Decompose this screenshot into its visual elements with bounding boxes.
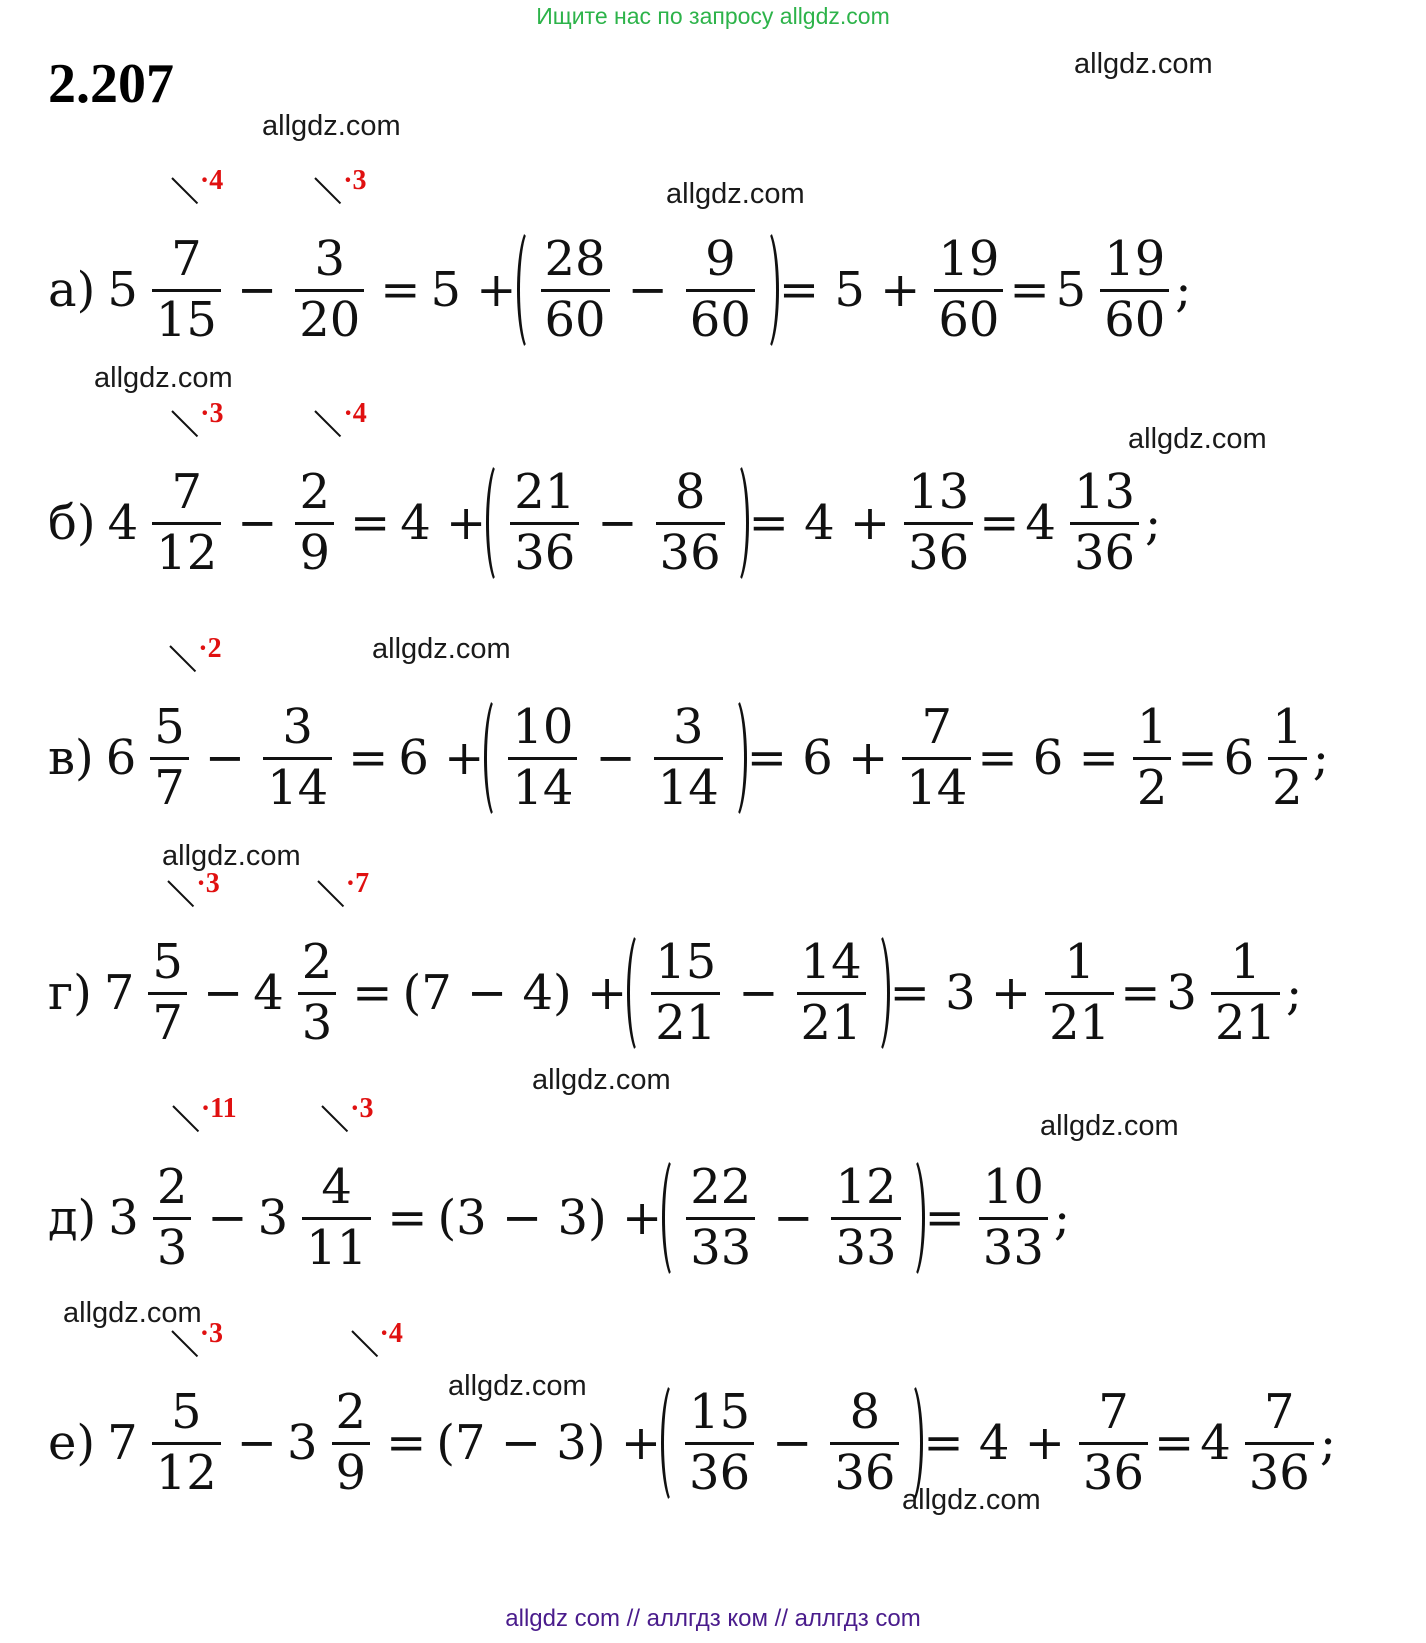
denominator: 2 <box>1272 759 1303 816</box>
expression-part: = 6 = <box>977 730 1119 786</box>
item-label: г) <box>48 965 92 1021</box>
numerator: 5 <box>170 1383 202 1440</box>
numerator: 5 <box>152 933 183 990</box>
fraction <box>686 1158 755 1276</box>
search-banner[interactable]: Ищите нас по запросу allgdz.com <box>536 3 890 29</box>
denominator: 36 <box>908 524 970 581</box>
denominator: 21 <box>1214 994 1277 1051</box>
fraction <box>1079 1383 1148 1501</box>
fraction <box>654 698 723 816</box>
operator: − <box>627 262 668 318</box>
denominator: 33 <box>690 1219 752 1276</box>
fraction <box>797 933 866 1051</box>
item-label: в) <box>48 730 94 786</box>
extra-multiplier <box>350 1317 410 1374</box>
expression-part: = <box>1009 262 1050 318</box>
denominator: 36 <box>1248 1444 1310 1501</box>
final-answer <box>1245 1383 1314 1501</box>
watermark: allgdz.com <box>162 840 301 872</box>
mixed-fraction <box>148 867 220 1051</box>
solution-row <box>48 397 1167 588</box>
fraction <box>508 698 577 816</box>
mixed-fraction <box>150 632 222 816</box>
numerator: 10 <box>512 698 574 755</box>
numerator: 7 <box>171 230 202 287</box>
multiplier-label: ·4 <box>199 164 224 196</box>
equals: = <box>350 495 391 551</box>
denominator: 3 <box>156 1219 188 1276</box>
denominator: 36 <box>659 524 721 581</box>
slash-mark <box>172 1105 199 1132</box>
numerator: 2 <box>156 1158 188 1215</box>
parenthesized-difference <box>668 1158 918 1276</box>
denominator: 33 <box>982 1219 1044 1276</box>
fraction <box>510 463 579 581</box>
expression-part: 6 + <box>398 730 485 786</box>
item-label: д) <box>48 1190 97 1246</box>
denominator: 14 <box>267 759 329 816</box>
final-answer <box>1100 230 1169 348</box>
multiplier-label: ·4 <box>343 397 367 429</box>
slash-mark <box>171 177 198 204</box>
denominator: 14 <box>906 759 968 816</box>
expression-part: = <box>1154 1415 1195 1471</box>
solution-row <box>48 1092 1076 1283</box>
numerator: 21 <box>514 463 576 520</box>
denominator: 12 <box>155 1444 217 1501</box>
expression-part: = <box>979 495 1020 551</box>
terminator: ; <box>1319 1415 1337 1471</box>
denominator: 33 <box>835 1219 897 1276</box>
fraction <box>295 397 367 581</box>
multiplier-label: ·3 <box>196 867 220 899</box>
numerator: 2 <box>335 1383 367 1440</box>
watermark: allgdz.com <box>1074 48 1213 80</box>
final-answer <box>1211 933 1280 1051</box>
expression-part: = 4 + <box>923 1415 1065 1471</box>
numerator: 12 <box>835 1158 897 1215</box>
operator: − <box>738 965 779 1021</box>
final-answer <box>1070 463 1139 581</box>
expression-part: = 6 + <box>746 730 889 786</box>
extra-multiplier <box>168 632 228 689</box>
watermark: allgdz.com <box>666 178 805 210</box>
multiplier-label: ·2 <box>198 632 222 664</box>
whole-part: 3 <box>1166 965 1197 1021</box>
parenthesized-difference <box>523 230 773 348</box>
watermark: allgdz.com <box>372 633 511 665</box>
fraction <box>298 867 370 1051</box>
fraction <box>302 1092 374 1276</box>
operator: − <box>236 1415 277 1471</box>
numerator: 8 <box>674 463 706 520</box>
item-label: б) <box>48 495 96 551</box>
multiplier-label: ·11 <box>200 1092 237 1124</box>
parenthesized-difference <box>633 933 883 1051</box>
exercise-number: 2.207 <box>48 53 174 115</box>
denominator: 12 <box>156 524 218 581</box>
extra-multiplier <box>170 397 230 454</box>
whole-part: 4 <box>1025 495 1056 551</box>
denominator: 2 <box>1136 759 1168 816</box>
denominator: 21 <box>655 994 717 1051</box>
slash-mark <box>317 880 344 907</box>
slash-mark <box>171 1330 198 1357</box>
extra-multiplier <box>166 867 226 924</box>
fraction <box>332 1317 403 1501</box>
denominator: 36 <box>834 1444 896 1501</box>
denominator: 36 <box>514 524 576 581</box>
extra-multiplier <box>170 164 230 221</box>
numerator: 1 <box>1136 698 1168 755</box>
whole-part: 4 <box>1200 1415 1231 1471</box>
numerator: 9 <box>705 230 736 287</box>
watermark: allgdz.com <box>532 1064 671 1096</box>
denominator: 9 <box>335 1444 367 1501</box>
equals: = <box>386 1415 427 1471</box>
parenthesized-difference <box>492 463 742 581</box>
numerator: 8 <box>849 1383 881 1440</box>
fraction <box>831 1158 900 1276</box>
whole-part: 3 <box>108 1190 139 1246</box>
numerator: 13 <box>908 463 970 520</box>
multiplier-label: ·3 <box>350 1092 374 1124</box>
numerator: 28 <box>544 230 606 287</box>
numerator: 7 <box>1264 1383 1295 1440</box>
denominator: 21 <box>1049 994 1111 1051</box>
denominator: 11 <box>306 1219 368 1276</box>
terminator: ; <box>1053 1190 1071 1246</box>
operator: − <box>207 1190 248 1246</box>
multiplier-label: ·3 <box>200 397 224 429</box>
numerator: 1 <box>1230 933 1261 990</box>
denominator: 14 <box>657 759 719 816</box>
equals: = <box>352 965 393 1021</box>
slash-mark <box>171 410 198 437</box>
numerator: 2 <box>299 463 331 520</box>
watermark: allgdz.com <box>902 1484 1041 1516</box>
expression-part: = <box>1120 965 1161 1021</box>
numerator: 13 <box>1073 463 1136 520</box>
numerator: 15 <box>655 933 717 990</box>
solution-row <box>48 867 1308 1058</box>
fraction <box>830 1383 899 1501</box>
multiplier-label: ·3 <box>343 164 367 196</box>
whole-part: 6 <box>1223 730 1255 786</box>
equals: = <box>387 1190 428 1246</box>
operator: − <box>772 1415 813 1471</box>
operator: − <box>773 1190 814 1246</box>
parenthesized-difference <box>667 1383 917 1501</box>
numerator: 5 <box>154 698 185 755</box>
terminator: ; <box>1175 262 1192 318</box>
fraction <box>295 164 367 348</box>
watermark: allgdz.com <box>262 110 401 142</box>
watermark: allgdz.com <box>448 1370 587 1402</box>
whole-part: 6 <box>105 730 137 786</box>
slash-mark <box>168 880 195 907</box>
fraction <box>541 230 610 348</box>
fraction <box>656 463 725 581</box>
numerator: 14 <box>800 933 862 990</box>
operator: − <box>597 495 638 551</box>
numerator: 19 <box>1104 230 1166 287</box>
extra-multiplier <box>170 1317 230 1374</box>
denominator: 15 <box>155 291 217 348</box>
mixed-fraction <box>152 164 224 348</box>
fraction <box>1045 933 1114 1051</box>
numerator: 1 <box>1272 698 1303 755</box>
expression-part: 5 + <box>430 262 517 318</box>
expression-part: = 5 + <box>778 262 921 318</box>
fraction <box>934 230 1003 348</box>
mixed-fraction <box>153 1092 237 1276</box>
denominator: 7 <box>154 759 185 816</box>
multiplier-label: ·3 <box>199 1317 224 1349</box>
expression-part: (7 − 4) + <box>402 965 628 1021</box>
terminator: ; <box>1312 730 1329 786</box>
expression-part: = 4 + <box>748 495 891 551</box>
denominator: 36 <box>1073 524 1136 581</box>
mixed-fraction <box>152 397 224 581</box>
denominator: 60 <box>1104 291 1166 348</box>
denominator: 3 <box>301 994 333 1051</box>
numerator: 7 <box>1098 1383 1129 1440</box>
denominator: 36 <box>1082 1444 1144 1501</box>
footer-links[interactable]: allgdz com // аллгдз ком // аллгдз com <box>505 1605 921 1632</box>
watermark: allgdz.com <box>94 362 233 394</box>
operator: − <box>204 730 246 786</box>
slash-mark <box>170 645 197 672</box>
terminator: ; <box>1286 965 1303 1021</box>
numerator: 10 <box>982 1158 1044 1215</box>
item-label: а) <box>48 262 96 318</box>
mixed-fraction <box>152 1317 224 1501</box>
numerator: 2 <box>301 933 333 990</box>
operator: − <box>237 495 278 551</box>
denominator: 14 <box>512 759 574 816</box>
slash-mark <box>314 177 341 204</box>
denominator: 21 <box>800 994 862 1051</box>
denominator: 36 <box>689 1444 751 1501</box>
watermark: allgdz.com <box>1128 423 1267 455</box>
expression-part: = <box>924 1190 965 1246</box>
whole-part: 5 <box>1055 262 1087 318</box>
slash-mark <box>315 410 342 437</box>
watermark: allgdz.com <box>63 1297 202 1329</box>
slash-mark <box>321 1105 348 1132</box>
denominator: 60 <box>689 291 751 348</box>
whole-part: 7 <box>107 1415 138 1471</box>
solution-row <box>48 1317 1342 1508</box>
fraction <box>685 1383 754 1501</box>
multiplier-label: ·7 <box>345 867 370 899</box>
numerator: 19 <box>938 230 1000 287</box>
extra-multiplier <box>320 1092 380 1149</box>
fraction <box>1133 698 1172 816</box>
numerator: 4 <box>321 1158 352 1215</box>
numerator: 3 <box>672 698 704 755</box>
whole-part: 5 <box>107 262 138 318</box>
extra-multiplier <box>313 164 373 221</box>
parenthesized-difference <box>490 698 740 816</box>
extra-multiplier <box>171 1092 237 1149</box>
expression-part: = 3 + <box>889 965 1032 1021</box>
numerator: 1 <box>1064 933 1095 990</box>
expression-part: (7 − 3) + <box>436 1415 662 1471</box>
numerator: 15 <box>689 1383 751 1440</box>
expression-part: 4 + <box>400 495 487 551</box>
operator: − <box>202 965 244 1021</box>
fraction <box>686 230 755 348</box>
terminator: ; <box>1145 495 1162 551</box>
fraction <box>902 698 971 816</box>
whole-part: 7 <box>103 965 135 1021</box>
operator: − <box>236 262 278 318</box>
final-answer <box>1268 698 1307 816</box>
operator: − <box>595 730 636 786</box>
slash-mark <box>351 1330 378 1357</box>
fraction <box>651 933 720 1051</box>
denominator: 9 <box>299 524 331 581</box>
whole-part: 3 <box>286 1415 318 1471</box>
denominator: 60 <box>938 291 1000 348</box>
fraction <box>263 698 332 816</box>
numerator: 22 <box>690 1158 752 1215</box>
expression-part: = <box>1177 730 1218 786</box>
equals: = <box>380 262 421 318</box>
equals: = <box>348 730 389 786</box>
numerator: 3 <box>314 230 345 287</box>
fraction <box>904 463 973 581</box>
numerator: 7 <box>171 463 202 520</box>
multiplier-label: ·4 <box>379 1317 403 1349</box>
expression-part: (3 − 3) + <box>437 1190 663 1246</box>
watermark: allgdz.com <box>1040 1110 1179 1142</box>
denominator: 60 <box>544 291 606 348</box>
extra-multiplier <box>316 867 376 924</box>
numerator: 3 <box>282 698 313 755</box>
fraction <box>979 1158 1048 1276</box>
numerator: 7 <box>921 698 953 755</box>
item-label: е) <box>48 1415 96 1471</box>
whole-part: 4 <box>253 965 284 1021</box>
denominator: 7 <box>152 994 183 1051</box>
denominator: 20 <box>299 291 361 348</box>
whole-part: 4 <box>107 495 139 551</box>
extra-multiplier <box>313 397 373 454</box>
whole-part: 3 <box>257 1190 289 1246</box>
